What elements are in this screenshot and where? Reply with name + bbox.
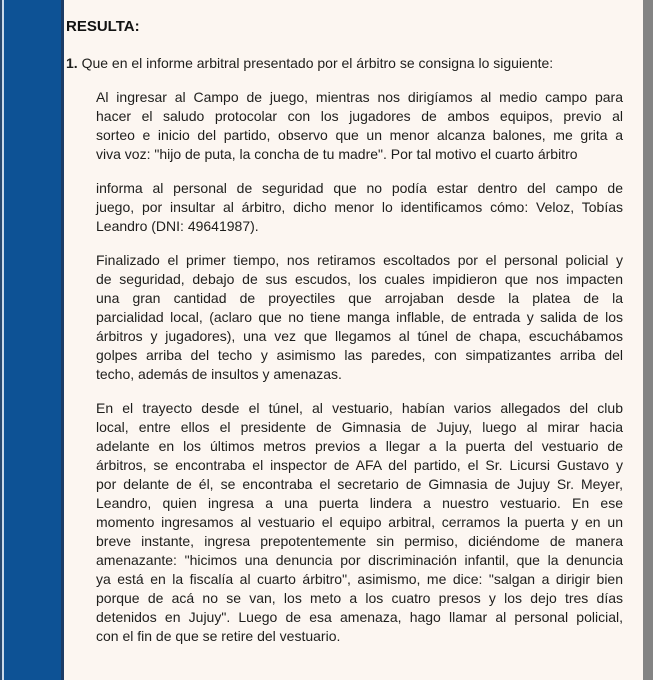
paragraph-line: En el trayecto desde el túnel, al vestuario, habían varios allegados del club [96, 400, 623, 416]
paragraph-line: Leandro (DNI: 49641987). [96, 218, 259, 234]
item-number: 1. [66, 55, 78, 71]
paragraph-line: techo, además de insultos y amenazas. [96, 366, 342, 382]
paragraph-line: por delante de él, se encontraba el secretario de Gimnasia de Jujuy Sr. Meyer, [96, 476, 623, 492]
numbered-item [66, 54, 643, 73]
paragraph-line: sorteo e inicio del partido, observo que un menor alcanza balones, me grita a [96, 127, 623, 143]
paragraph-line: informa al personal de seguridad que no podía estar dentro del campo de [96, 180, 623, 196]
paragraph-line: breve instante, ingresa prepotentemente sin permiso, diciéndome de manera [96, 533, 623, 549]
paragraph-line: viva voz: "hijo de puta, la concha de tu madre". Por tal motivo el cuarto árbitro [96, 146, 578, 162]
paragraph-line: árbitros y jugadores), una vez que llegamos al túnel de chapa, escuchábamos [96, 328, 623, 344]
paragraph-line: parcialidad local, (aclaro que no tiene manga inflable, de entrada y salida de los [96, 309, 623, 325]
paragraph-line: detenidos en Jujuy". Luego de esa amenaza, hago llamar al personal policial, [96, 609, 623, 625]
right-edge-strip [643, 0, 653, 680]
document-title: RESULTA: [66, 18, 140, 35]
document-page [64, 0, 643, 680]
paragraph-line: de seguridad, debajo de sus escudos, los cuales impidieron que nos impacten [96, 271, 623, 287]
document-body [66, 88, 643, 646]
left-margin-bar-stripe [2, 0, 4, 680]
paragraph-line: hacer el saludo protocolar con los jugadores de ambos equipos, previo al [96, 108, 623, 124]
paragraph-line: ya está en la fiscalía al cuarto árbitro", asimismo, me dice: "salgan a dirigir bien [96, 571, 623, 587]
paragraph-line: golpes arriba del techo y asimismo las paredes, con simpatizantes arriba del [96, 347, 623, 363]
paragraph-line: porque de acá no se van, los meto a los cuatro presos y los dejo tres días [96, 590, 623, 606]
left-margin-bar [0, 0, 64, 680]
paragraph [96, 179, 623, 236]
paragraph-line: Leandro, quien ingresa a una puerta lindera a nuestro vestuario. En ese [96, 495, 623, 511]
paragraph-line: Al ingresar al Campo de juego, mientras nos dirigíamos al medio campo para [96, 89, 623, 105]
paragraph [96, 251, 623, 384]
paragraph-line: Finalizado el primer tiempo, nos retiramos escoltados por el personal policial y [96, 252, 623, 268]
paragraph-line: juego, por insultar al árbitro, dicho menor lo identificamos cómo: Veloz, Tobías [96, 199, 623, 215]
paragraph [96, 399, 623, 646]
paragraph-line: con el fin de que se retire del vestuario. [96, 628, 341, 644]
paragraph-line: árbitros, se encontraba el inspector de AFA del partido, el Sr. Licursi Gustavo y [96, 457, 623, 473]
item-text: Que en el informe arbitral presentado por el árbitro se consigna lo siguiente: [81, 55, 554, 71]
paragraph-line: adelante en los últimos metros previos a llegar a la puerta del vestuario de [96, 438, 623, 454]
paragraph-line: local, entre ellos el presidente de Gimnasia de Jujuy, luego al mirar hacia [96, 419, 623, 435]
paragraph-line: amenazante: "hicimos una denuncia por discriminación infantil, que la denuncia [96, 552, 623, 568]
paragraph [96, 88, 623, 164]
paragraph-line: momento ingresamos al vestuario el equipo arbitral, cerramos la puerta y en un [96, 514, 623, 530]
paragraph-line: una gran cantidad de proyectiles que arrojaban desde la platea de la [96, 290, 623, 306]
